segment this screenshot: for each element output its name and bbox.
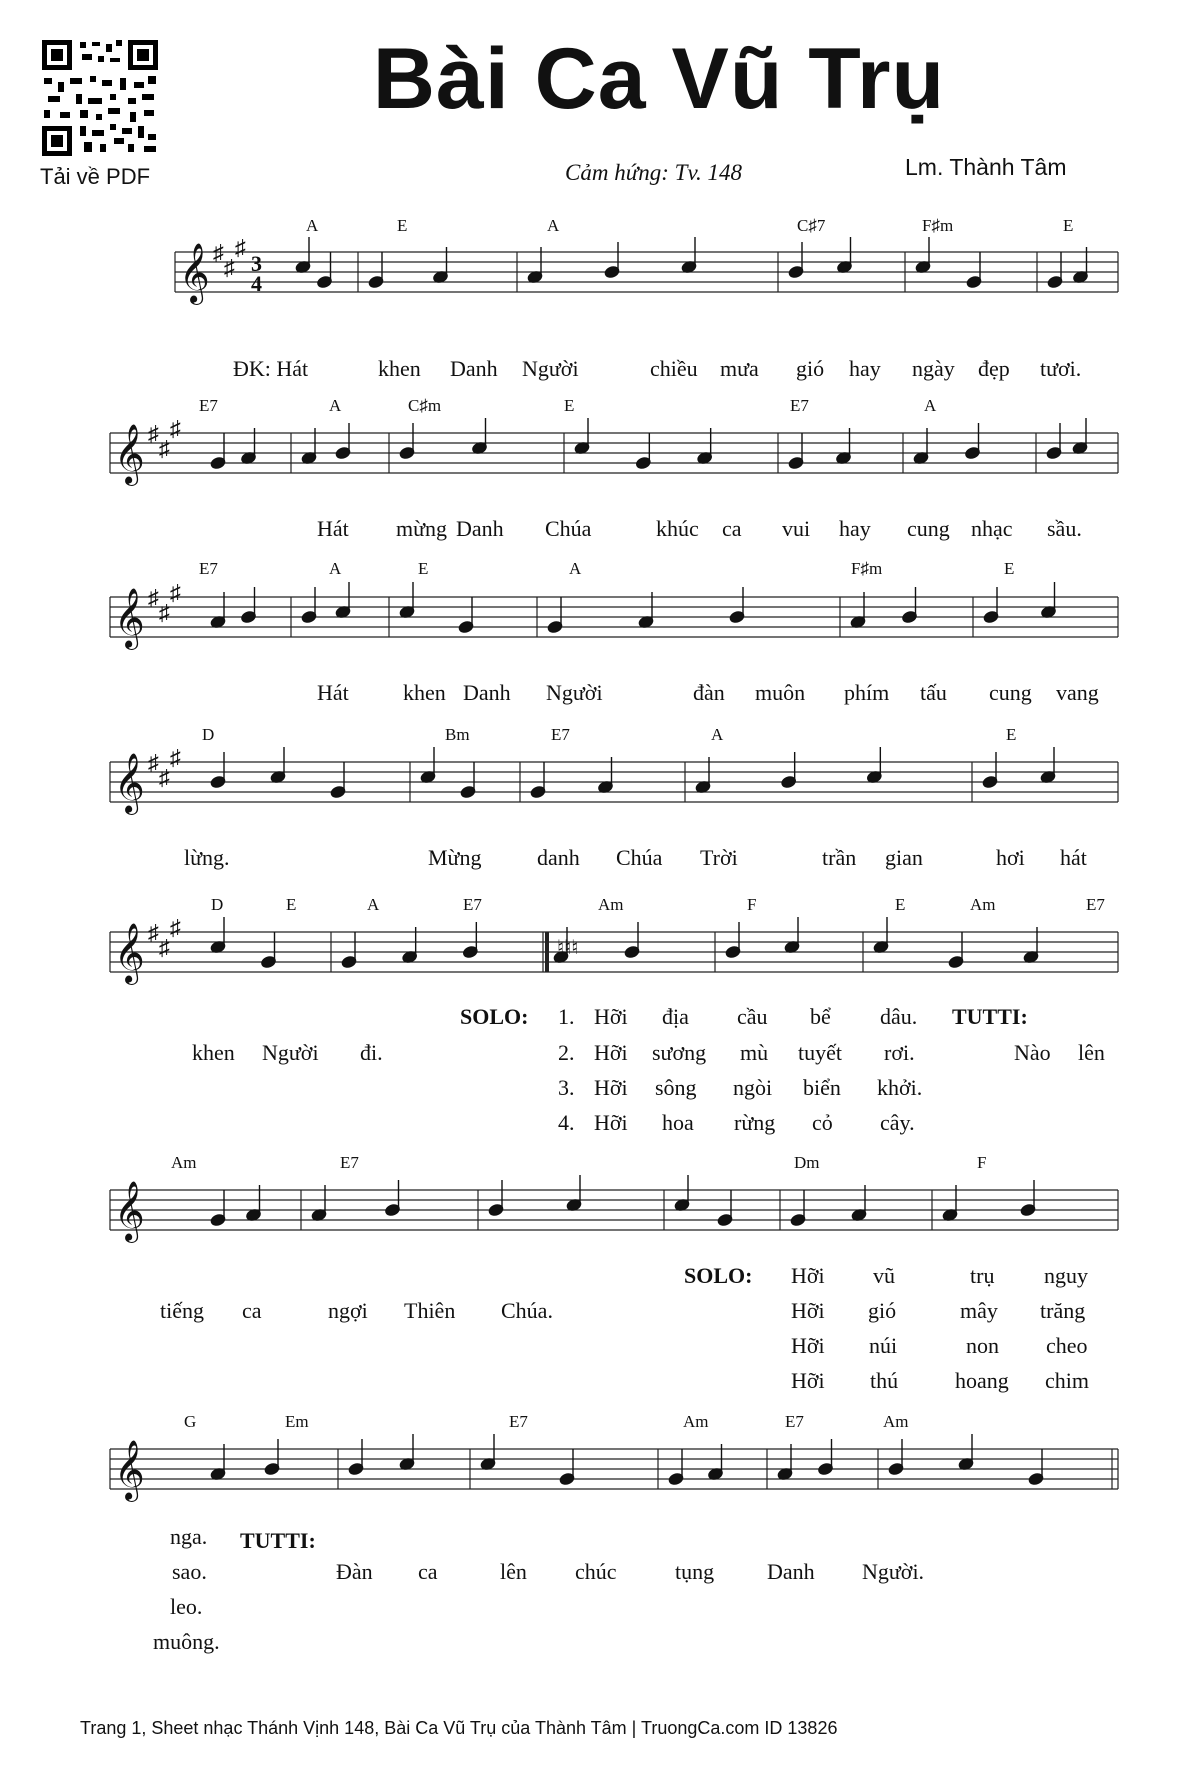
sharp-icon: ♯ (224, 255, 235, 280)
time-signature: 4 (251, 271, 262, 296)
sharp-icon: ♯ (235, 235, 246, 260)
lyric-syllable: gian (885, 845, 923, 870)
lyric-syllable: ngày (912, 356, 955, 381)
lyric-syllable: sương (652, 1040, 707, 1065)
lyric-line (0, 1263, 1200, 1293)
lyric-syllable: thú (870, 1368, 899, 1393)
lyric-syllable: lên (1078, 1040, 1105, 1065)
lyric-syllable: sông (655, 1075, 697, 1100)
chord-symbol: A (924, 396, 937, 415)
chord-symbol: A (547, 216, 560, 235)
lyric-syllable: Danh (463, 680, 511, 705)
lyric-syllable: núi (869, 1333, 898, 1358)
solo-label: SOLO: (460, 1004, 529, 1029)
lyric-syllable: 3. (558, 1075, 575, 1100)
lyric-syllable: khởi. (877, 1075, 923, 1100)
lyric-line (0, 1559, 1200, 1589)
chord-symbol: D (211, 895, 224, 914)
lyric-syllable: địa (662, 1004, 689, 1029)
lyric-line (0, 845, 1200, 875)
chord-symbol: F (977, 1153, 987, 1172)
lyric-syllable: chiều (650, 356, 698, 381)
lyric-syllable: Danh (767, 1559, 815, 1584)
lyric-syllable: nguy (1044, 1263, 1088, 1288)
lyric-syllable: Hát (317, 516, 349, 541)
lyric-line (0, 1629, 1200, 1659)
chord-symbol: E (895, 895, 906, 914)
chord-symbol: E7 (1086, 895, 1105, 914)
chord-symbol: A (367, 895, 380, 914)
lyric-syllable: vang (1056, 680, 1099, 705)
lyric-syllable: ĐK: Hát (233, 356, 309, 381)
lyric-syllable: hay (849, 356, 881, 381)
chord-symbol: E7 (790, 396, 809, 415)
lyric-line (0, 356, 1200, 386)
lyric-syllable: Thiên (404, 1298, 456, 1323)
lyric-line (0, 516, 1200, 546)
lyric-syllable: ca (418, 1559, 438, 1584)
chord-symbol: A (329, 396, 342, 415)
lyric-line (0, 1004, 1200, 1034)
lyric-syllable: hoang (955, 1368, 1009, 1393)
lyric-syllable: mừng (396, 516, 448, 541)
lyric-syllable: 2. (558, 1040, 575, 1065)
chord-symbol: Bm (445, 725, 470, 744)
sharp-icon: ♯ (159, 935, 170, 960)
lyric-syllable: khen (192, 1040, 235, 1065)
lyric-line (0, 1594, 1200, 1624)
lyric-syllable: đàn (693, 680, 725, 705)
natural-icon: ♮♮♮ (557, 937, 579, 959)
lyric-syllable: Chúa (616, 845, 663, 870)
lyric-syllable: Người (546, 680, 603, 705)
sharp-icon: ♯ (159, 765, 170, 790)
lyric-syllable: 1. (558, 1004, 575, 1029)
chord-symbol: Am (883, 1412, 909, 1431)
lyric-syllable: cung (907, 516, 950, 541)
chord-symbol: E (564, 396, 575, 415)
song-title: Bài Ca Vũ Trụ (372, 31, 946, 127)
sharp-icon: ♯ (148, 920, 159, 945)
lyric-syllable: Chúa (545, 516, 592, 541)
lyric-syllable: danh (537, 845, 580, 870)
lyric-syllable: trăng (1040, 1298, 1086, 1323)
treble-clef-icon: 𝄞 (114, 590, 145, 647)
chord-symbol: F♯m (922, 216, 954, 235)
tutti-label: TUTTI: (952, 1004, 1028, 1029)
chord-symbol: Dm (794, 1153, 820, 1172)
chord-symbol: D (202, 725, 215, 744)
lyric-syllable: Nào (1014, 1040, 1051, 1065)
chord-symbol: E (1063, 216, 1074, 235)
lyric-syllable: Đàn (336, 1559, 373, 1584)
chord-symbol: F♯m (851, 559, 883, 578)
lyric-syllable: nga. (170, 1524, 208, 1549)
inspiration-note: Cảm hứng: Tv. 148 (565, 160, 742, 185)
page-footer: Trang 1, Sheet nhạc Thánh Vịnh 148, Bài Ca Vũ Trụ của Thành Tâm | TruongCa.com ID 13826 (80, 1718, 838, 1738)
lyric-syllable: Danh (450, 356, 498, 381)
lyric-syllable: rừng (734, 1110, 776, 1135)
treble-clef-icon: 𝄞 (114, 925, 145, 982)
chord-symbol: C♯7 (797, 216, 826, 235)
lyric-syllable: dâu. (880, 1004, 918, 1029)
lyric-syllable: vui (782, 516, 811, 541)
lyric-syllable: sao. (172, 1559, 207, 1584)
sharp-icon: ♯ (148, 421, 159, 446)
sharp-icon: ♯ (213, 240, 224, 265)
chord-symbol: E (397, 216, 408, 235)
treble-clef-icon: 𝄞 (114, 755, 145, 812)
sharp-icon: ♯ (159, 600, 170, 625)
chord-symbol: E7 (785, 1412, 804, 1431)
lyric-line (0, 1368, 1200, 1398)
lyric-syllable: vũ (873, 1263, 895, 1288)
chord-symbol: Am (970, 895, 996, 914)
chord-symbol: E7 (199, 559, 218, 578)
lyric-syllable: Hát (317, 680, 349, 705)
lyric-syllable: phím (844, 680, 890, 705)
lyric-syllable: khúc (656, 516, 699, 541)
chord-symbol: E (1006, 725, 1017, 744)
lyric-syllable: lừng. (184, 845, 230, 870)
lyric-syllable: biển (803, 1075, 841, 1100)
lyric-syllable: Hỡi (791, 1298, 825, 1323)
lyric-syllable: non (966, 1333, 999, 1358)
lyric-syllable: cheo (1046, 1333, 1088, 1358)
lyric-syllable: cỏ (812, 1110, 833, 1135)
chord-symbol: Am (171, 1153, 197, 1172)
chord-symbol: C♯m (408, 396, 442, 415)
lyric-line (0, 1040, 1200, 1070)
lyric-syllable: ngòi (733, 1075, 773, 1100)
chord-symbol: F (747, 895, 757, 914)
chord-symbol: E7 (340, 1153, 359, 1172)
treble-clef-icon: 𝄞 (114, 1183, 145, 1240)
lyric-syllable: hơi (996, 845, 1025, 870)
lyric-syllable: Trời (700, 845, 738, 870)
lyric-syllable: Danh (456, 516, 504, 541)
lyric-syllable: nhạc (971, 516, 1013, 541)
chord-symbol: E7 (551, 725, 570, 744)
chord-symbol: A (306, 216, 319, 235)
treble-clef-icon: 𝄞 (114, 1442, 145, 1499)
solo-label: SOLO: (684, 1263, 753, 1288)
lyric-syllable: Chúa. (501, 1298, 553, 1323)
lyric-syllable: ngợi (328, 1298, 368, 1323)
lyric-syllable: sầu. (1047, 516, 1082, 541)
lyric-syllable: ca (242, 1298, 262, 1323)
chord-symbol: A (329, 559, 342, 578)
tutti-label: TUTTI: (240, 1528, 316, 1553)
lyric-syllable: tụng (675, 1559, 715, 1584)
lyric-syllable: Hỡi (791, 1263, 825, 1288)
lyric-syllable: leo. (170, 1594, 203, 1619)
lyric-line (0, 1075, 1200, 1105)
chord-symbol: E (286, 895, 297, 914)
lyric-syllable: hay (839, 516, 871, 541)
chord-symbol: Am (683, 1412, 709, 1431)
sharp-icon: ♯ (170, 416, 181, 441)
lyric-line (0, 680, 1200, 710)
lyric-syllable: Hỡi (594, 1110, 628, 1135)
sharp-icon: ♯ (170, 915, 181, 940)
lyric-syllable: muông. (153, 1629, 220, 1654)
lyric-syllable: mù (740, 1040, 769, 1065)
lyric-syllable: chúc (575, 1559, 617, 1584)
lyric-line (0, 1298, 1200, 1328)
lyric-syllable: mây (960, 1298, 998, 1323)
lyric-syllable: Hỡi (594, 1075, 628, 1100)
lyric-syllable: gió (796, 356, 825, 381)
lyric-line (0, 1524, 1200, 1554)
lyric-syllable: ca (722, 516, 742, 541)
lyric-syllable: chim (1045, 1368, 1089, 1393)
lyric-syllable: cây. (880, 1110, 915, 1135)
lyric-syllable: cầu (737, 1004, 768, 1029)
chord-symbol: E (418, 559, 429, 578)
lyric-syllable: khen (403, 680, 446, 705)
lyric-syllable: Người (262, 1040, 319, 1065)
lyric-line (0, 1333, 1200, 1363)
sharp-icon: ♯ (148, 585, 159, 610)
lyric-syllable: muôn (755, 680, 806, 705)
sharp-icon: ♯ (148, 750, 159, 775)
chord-symbol: Am (598, 895, 624, 914)
sharp-icon: ♯ (170, 580, 181, 605)
lyric-syllable: 4. (558, 1110, 575, 1135)
lyric-syllable: Hỡi (791, 1368, 825, 1393)
lyric-syllable: Hỡi (594, 1040, 628, 1065)
chord-symbol: Em (285, 1412, 309, 1431)
chord-symbol: A (569, 559, 582, 578)
lyric-syllable: Người. (862, 1559, 925, 1584)
chord-symbol: A (711, 725, 724, 744)
chord-symbol: G (184, 1412, 197, 1431)
lyric-syllable: khen (378, 356, 421, 381)
treble-clef-icon: 𝄞 (114, 426, 145, 483)
qr-download-label[interactable]: Tải về PDF (40, 164, 151, 189)
lyric-syllable: trần (822, 845, 857, 870)
sharp-icon: ♯ (170, 745, 181, 770)
lyric-syllable: mưa (720, 356, 759, 381)
lyric-syllable: đẹp (978, 356, 1010, 381)
lyric-syllable: tuyết (798, 1040, 842, 1065)
lyric-syllable: lên (500, 1559, 527, 1584)
lyric-syllable: Mừng (428, 845, 482, 870)
lyric-syllable: Hỡi (791, 1333, 825, 1358)
lyric-syllable: cung (989, 680, 1032, 705)
lyric-syllable: Hỡi (594, 1004, 628, 1029)
chord-symbol: E (1004, 559, 1015, 578)
lyric-syllable: hát (1060, 845, 1087, 870)
lyric-syllable: Người (522, 356, 579, 381)
chord-symbol: E7 (199, 396, 218, 415)
composer-name: Lm. Thành Tâm (905, 154, 1067, 180)
chord-symbol: E7 (509, 1412, 528, 1431)
lyric-syllable: bể (810, 1004, 831, 1029)
lyric-syllable: đi. (360, 1040, 383, 1065)
time-signature: 3 (251, 251, 262, 276)
lyric-syllable: trụ (970, 1263, 995, 1288)
treble-clef-icon: 𝄞 (179, 245, 210, 302)
lyric-syllable: rơi. (884, 1040, 915, 1065)
lyric-syllable: gió (868, 1298, 897, 1323)
lyric-syllable: hoa (662, 1110, 694, 1135)
lyric-syllable: tiếng (160, 1298, 204, 1323)
lyric-syllable: tấu (920, 680, 947, 705)
lyric-line (0, 1110, 1200, 1140)
lyric-syllable: tươi. (1040, 356, 1082, 381)
chord-symbol: E7 (463, 895, 482, 914)
sharp-icon: ♯ (159, 436, 170, 461)
